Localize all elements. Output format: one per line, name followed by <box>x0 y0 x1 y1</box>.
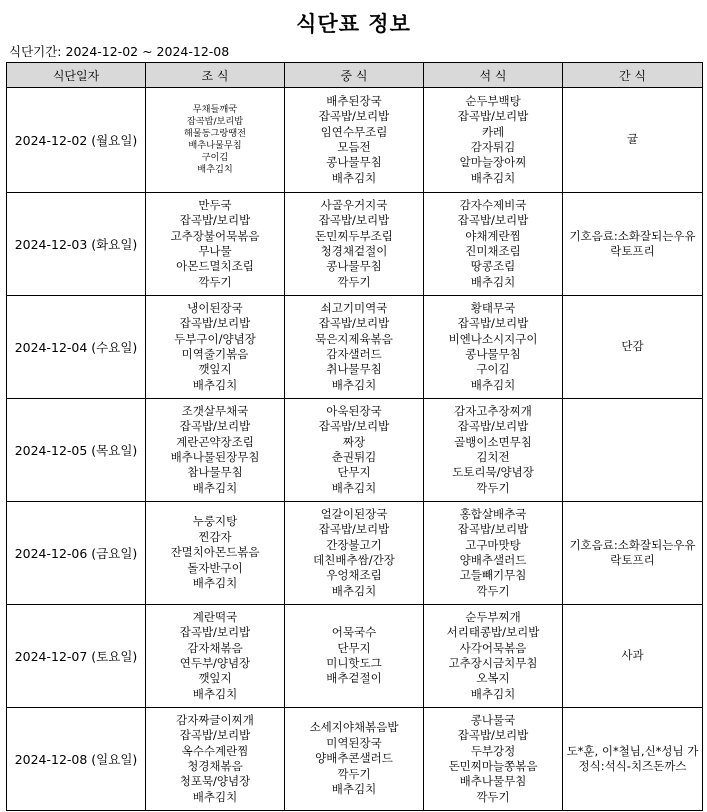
menu-item: 순두부찌개 <box>465 609 521 624</box>
page-title: 식단표 정보 <box>296 12 411 36</box>
dinner-cell <box>424 399 563 502</box>
snack-item: 도*훈, 이*철님,신*성님 가 <box>566 743 699 758</box>
menu-item: 미역줄기볶음 <box>181 347 249 361</box>
menu-item: 조갯살무채국 <box>181 403 249 418</box>
dinner-cell <box>424 605 563 708</box>
header-lunch: 중 식 <box>285 63 424 88</box>
menu-item: 배추김치 <box>470 170 516 185</box>
dinner-cell <box>424 296 563 399</box>
menu-item: 잡곡밥/보리밥 <box>186 116 244 127</box>
menu-item: 취나물무침 <box>326 362 382 377</box>
breakfast-cell <box>146 605 285 708</box>
menu-item: 냉이된장국 <box>187 300 243 315</box>
menu-item: 잡곡밥/보리밥 <box>179 625 251 640</box>
menu-item: 깍두기 <box>476 480 510 495</box>
menu-item: 사각어묵볶음 <box>459 640 527 655</box>
menu-item: 두부구이/양념장 <box>174 331 256 346</box>
menu-item: 사골우거지국 <box>320 197 388 212</box>
menu-item: 비엔나소시지구이 <box>448 331 538 346</box>
snack-cell <box>563 502 703 605</box>
menu-item: 잡곡밥/보리밥 <box>457 419 529 434</box>
menu-item: 잡곡밥/보리밥 <box>179 213 251 228</box>
snack-cell <box>563 193 703 296</box>
menu-item: 알마늘장아찌 <box>459 155 527 170</box>
menu-item: 깍두기 <box>476 583 510 598</box>
menu-item: 깍두기 <box>337 274 371 289</box>
header-date: 식단일자 <box>7 63 146 88</box>
table-row <box>7 88 703 193</box>
table-row <box>7 502 703 605</box>
menu-item: 깍두기 <box>476 789 510 804</box>
menu-item: 콩나물무침 <box>465 347 521 361</box>
breakfast-cell <box>146 502 285 605</box>
menu-item: 잡곡밥/보리밥 <box>318 109 390 124</box>
breakfast-cell <box>146 88 285 193</box>
lunch-cell <box>285 605 424 708</box>
menu-item: 만두국 <box>198 197 232 212</box>
table-row <box>7 605 703 708</box>
table-header-row <box>7 63 703 88</box>
header-breakfast: 조 식 <box>146 63 285 88</box>
menu-item: 배추김치 <box>470 686 516 701</box>
menu-item: 깻잎지 <box>198 671 232 686</box>
menu-item: 고추장시금치무침 <box>448 656 538 670</box>
menu-item: 춘권튀김 <box>331 450 377 464</box>
menu-item: 잡곡밥/보리밥 <box>318 522 390 537</box>
menu-item: 콩나물국 <box>470 712 516 727</box>
menu-item: 미역된장국 <box>326 735 382 750</box>
menu-item: 배추김치 <box>331 480 377 495</box>
meal-table <box>6 62 703 811</box>
dinner-cell <box>424 193 563 296</box>
menu-item: 누룽지탕 <box>192 514 238 529</box>
date-cell: 2024-12-03 (화요일) <box>7 193 146 296</box>
breakfast-cell <box>146 399 285 502</box>
menu-item: 양배추콘샐러드 <box>315 751 393 766</box>
menu-item: 잡곡밥/보리밥 <box>457 728 529 743</box>
snack-cell <box>563 296 703 399</box>
menu-item: 배추김치 <box>192 686 238 701</box>
menu-item: 서리태콩밥/보리밥 <box>446 625 540 640</box>
lunch-cell <box>285 296 424 399</box>
menu-item: 카레 <box>481 124 505 139</box>
menu-item: 배추김치 <box>470 274 516 289</box>
menu-item: 황태무국 <box>470 300 516 315</box>
date-cell: 2024-12-08 (일요일) <box>7 708 146 811</box>
menu-item: 옥수수계란찜 <box>181 743 249 758</box>
menu-item: 배추김치 <box>331 583 377 598</box>
menu-item: 잡곡밥/보리밥 <box>318 316 390 331</box>
menu-item: 미니핫도그 <box>326 656 382 670</box>
snack-cell <box>563 708 703 811</box>
table-row <box>7 193 703 296</box>
dinner-cell <box>424 88 563 193</box>
menu-item: 땅콩조림 <box>470 259 516 274</box>
menu-item: 고구마맛탕 <box>465 537 521 552</box>
menu-item: 참나물무침 <box>187 465 243 480</box>
menu-item: 구이김 <box>476 362 510 377</box>
menu-item: 간장불고기 <box>326 537 382 552</box>
table-row <box>7 296 703 399</box>
menu-item: 배추김치 <box>192 480 238 495</box>
menu-item: 단무지 <box>337 640 371 655</box>
date-cell: 2024-12-02 (월요일) <box>7 88 146 193</box>
menu-item: 아욱된장국 <box>326 403 382 418</box>
menu-item: 배추김치 <box>192 377 238 392</box>
menu-item: 골뱅이소면무침 <box>454 434 532 449</box>
menu-item: 짜장 <box>342 434 366 449</box>
menu-item: 김치전 <box>476 450 510 464</box>
snack-item: 정식:석식-치즈돈까스 <box>578 759 687 773</box>
menu-item: 홍합살배추국 <box>459 506 527 521</box>
menu-item: 진미채조림 <box>465 244 521 258</box>
dinner-cell <box>424 708 563 811</box>
menu-item: 배추겉절이 <box>326 671 382 686</box>
lunch-cell <box>285 88 424 193</box>
snack-item: 단감 <box>621 339 644 354</box>
menu-item: 청경채볶음 <box>187 759 243 773</box>
menu-item: 소세지야채볶음밥 <box>309 720 399 735</box>
menu-item: 어묵국수 <box>331 625 377 640</box>
menu-item: 구이김 <box>201 152 229 163</box>
meal-period: 식단기간: 2024-12-02 ~ 2024-12-08 <box>9 44 230 59</box>
menu-item: 깻잎지 <box>198 362 232 377</box>
menu-item: 감자튀김 <box>470 140 516 154</box>
menu-item: 도토리묵/양념장 <box>452 465 534 480</box>
menu-item: 쇠고기미역국 <box>320 300 388 315</box>
menu-item: 잡곡밥/보리밥 <box>457 316 529 331</box>
menu-item: 배추나물무침 <box>188 140 242 151</box>
menu-item: 야채계란찜 <box>465 228 521 243</box>
menu-item: 무나물 <box>198 244 232 258</box>
menu-item: 배추나물된장무침 <box>170 450 260 464</box>
menu-item: 단무지 <box>337 465 371 480</box>
menu-item: 아몬드멸치조림 <box>176 259 254 274</box>
menu-item: 우엉채조림 <box>326 568 382 583</box>
menu-item: 고들빼기무침 <box>459 568 527 583</box>
menu-item: 해물동그랑땡전 <box>183 128 247 139</box>
menu-item: 오복지 <box>476 671 510 686</box>
header-snack: 간 식 <box>563 63 703 88</box>
lunch-cell <box>285 399 424 502</box>
snack-cell <box>563 399 703 502</box>
menu-item: 데친배추쌈/간장 <box>313 553 395 567</box>
snack-item: 락토프리 <box>610 553 655 567</box>
menu-item: 잡곡밥/보리밥 <box>457 109 529 124</box>
header-dinner: 석 식 <box>424 63 563 88</box>
menu-item: 배추김치 <box>192 576 238 591</box>
menu-item: 감자고추장찌개 <box>454 403 532 418</box>
date-cell: 2024-12-07 (토요일) <box>7 605 146 708</box>
date-cell: 2024-12-06 (금요일) <box>7 502 146 605</box>
menu-item: 배추김치 <box>470 377 516 392</box>
menu-item: 묵은지제육볶음 <box>315 331 393 346</box>
menu-item: 감자샐러드 <box>326 347 382 361</box>
table-row <box>7 708 703 811</box>
menu-item: 깍두기 <box>337 766 371 781</box>
menu-item: 배추나물무침 <box>459 774 527 789</box>
menu-item: 잡곡밥/보리밥 <box>318 419 390 434</box>
breakfast-cell <box>146 193 285 296</box>
menu-item: 청경채겉절이 <box>320 244 388 258</box>
menu-item: 돌자반구이 <box>187 560 243 575</box>
dinner-cell <box>424 502 563 605</box>
menu-item: 무채들깨국 <box>192 104 238 115</box>
menu-item: 감자수제비국 <box>459 197 527 212</box>
lunch-cell <box>285 708 424 811</box>
lunch-cell <box>285 193 424 296</box>
menu-item: 잡곡밥/보리밥 <box>179 316 251 331</box>
menu-item: 배추김치 <box>197 164 233 175</box>
menu-item: 배추김치 <box>331 377 377 392</box>
breakfast-cell <box>146 708 285 811</box>
menu-item: 배추김치 <box>192 789 238 804</box>
menu-item: 계란떡국 <box>192 609 238 624</box>
menu-item: 양배추샐러드 <box>459 553 527 567</box>
table-row <box>7 399 703 502</box>
menu-item: 청포묵/양념장 <box>179 774 251 789</box>
menu-item: 콩나물무침 <box>326 259 382 274</box>
breakfast-cell <box>146 296 285 399</box>
menu-item: 두부강정 <box>470 743 516 758</box>
snack-item: 귤 <box>626 132 639 147</box>
snack-cell <box>563 605 703 708</box>
snack-item: 락토프리 <box>610 244 655 258</box>
lunch-cell <box>285 502 424 605</box>
menu-item: 돈민찌두부조림 <box>315 228 393 243</box>
menu-item: 찐감자 <box>198 529 232 544</box>
menu-item: 잡곡밥/보리밥 <box>457 213 529 228</box>
menu-item: 잡곡밥/보리밥 <box>457 522 529 537</box>
menu-item: 잡곡밥/보리밥 <box>179 419 251 434</box>
menu-item: 고추장불어묵볶음 <box>170 228 260 243</box>
menu-item: 배추김치 <box>331 782 377 797</box>
snack-item: 기호음료:소화잘되는우유 <box>569 537 696 552</box>
menu-item: 잔멸치아몬드볶음 <box>170 545 260 560</box>
menu-item: 모듬전 <box>337 140 371 154</box>
snack-cell <box>563 88 703 193</box>
menu-item: 임연수무조림 <box>320 124 388 139</box>
date-cell: 2024-12-05 (목요일) <box>7 399 146 502</box>
menu-item: 얼갈이된장국 <box>320 506 388 521</box>
menu-item: 잡곡밥/보리밥 <box>318 213 390 228</box>
menu-item: 순두부백탕 <box>465 93 521 108</box>
menu-item: 연두부/양념장 <box>179 656 251 670</box>
menu-item: 돈민찌마늘쫑볶음 <box>448 759 538 773</box>
snack-item: 기호음료:소화잘되는우유 <box>569 228 696 243</box>
menu-item: 깍두기 <box>198 274 232 289</box>
menu-item: 감자짜글이찌개 <box>176 712 254 727</box>
menu-item: 배추김치 <box>331 170 377 185</box>
menu-item: 계란곤약장조림 <box>176 434 254 449</box>
menu-item: 배추된장국 <box>326 93 382 108</box>
snack-item: 사과 <box>621 648 644 663</box>
menu-item: 감자채볶음 <box>187 640 243 655</box>
menu-item: 잡곡밥/보리밥 <box>179 728 251 743</box>
date-cell: 2024-12-04 (수요일) <box>7 296 146 399</box>
menu-item: 콩나물무침 <box>326 155 382 170</box>
